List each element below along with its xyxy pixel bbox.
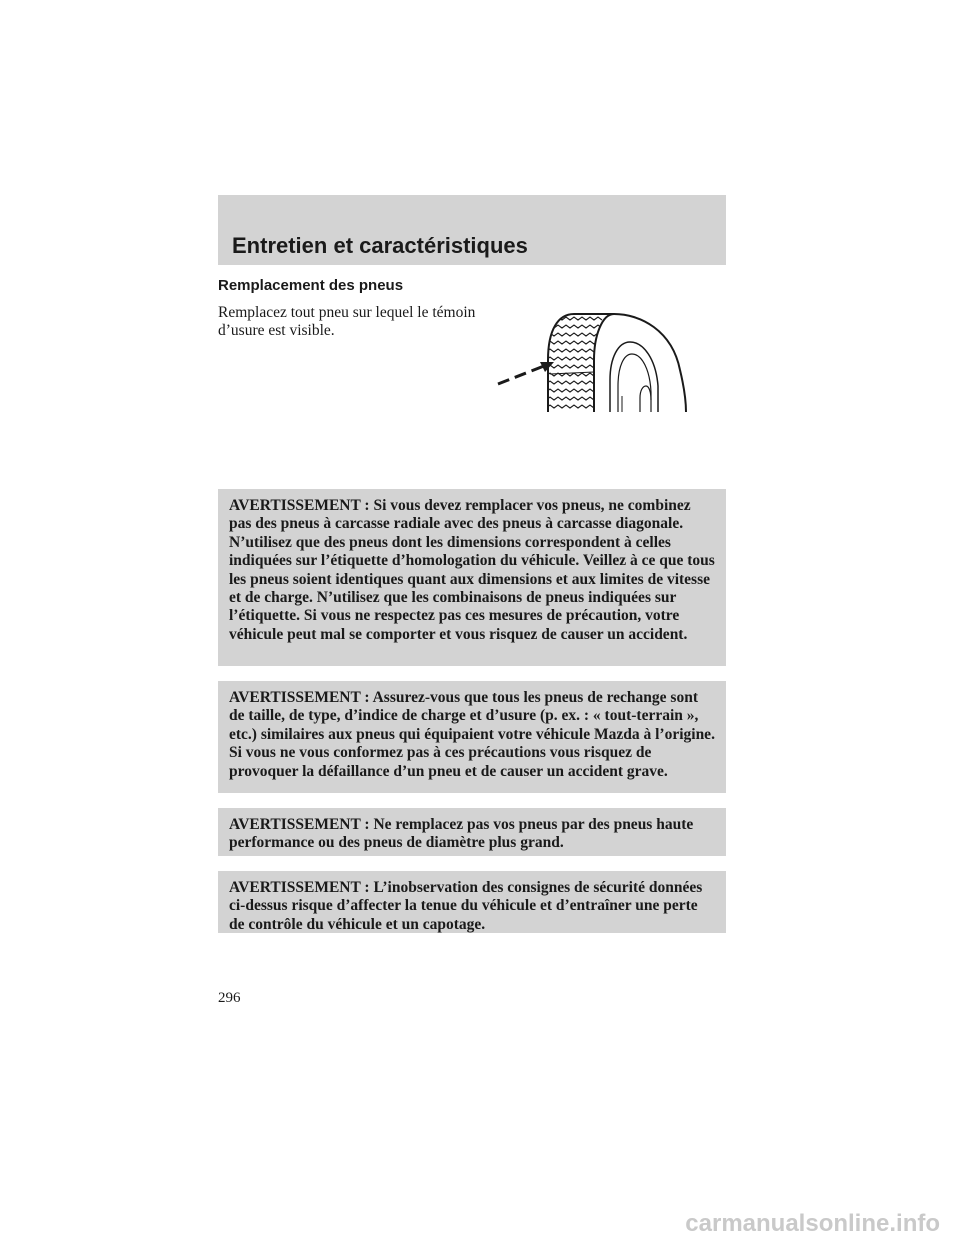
page-number: 296 [218, 990, 241, 1006]
warning-text: AVERTISSEMENT : Assurez-vous que tous les pneus de rechange sont de taille, de type, d’indice de charge et d’usure (p. ex. : « tout-terrain », etc.) similaires aux pneus qui équipaient votre véhicule Mazda à l’origine. Si vous ne vous conformez pas à ces précautions vous risquez de provoquer la défaillance d’un pneu et de causer un accident grave. [229, 689, 715, 780]
warning-box [218, 681, 726, 793]
tire-icon [490, 300, 710, 420]
section-heading: Remplacement des pneus [218, 277, 404, 294]
warning-box [218, 808, 726, 856]
section-body: Remplacez tout pneu sur lequel le témoin d’usure est visible. [218, 304, 476, 339]
warning-text: AVERTISSEMENT : L’inobservation des consignes de sécurité données ci-dessus risque d’affecter la tenue du véhicule et d’entraîner une perte de contrôle du véhicule et un capotage. [229, 879, 703, 933]
page-title: Entretien et caractéristiques [232, 233, 528, 258]
warning-box [218, 489, 726, 666]
watermark: carmanualsonline.info [685, 1210, 940, 1237]
warning-text: AVERTISSEMENT : Si vous devez remplacer vos pneus, ne combinez pas des pneus à carcasse radiale avec des pneus à carcasse diagonale. N’utilisez que des pneus dont les dimensions correspondent à celles indiquées sur l’étiquette d’homologation du véhicule. Veillez à ce que tous les pneus soient identiques quant aux dimensions et aux limites de vitesse et de charge. N’utilisez que les combinaisons de pneus indiquées sur l’étiquette. Si vous ne respectez pas ces mesures de précaution, votre véhicule peut mal se comporter et vous risquez de causer un accident. [229, 497, 715, 643]
warning-box [218, 871, 726, 933]
warning-text: AVERTISSEMENT : Ne remplacez pas vos pneus par des pneus haute performance ou des pneus de diamètre plus grand. [229, 816, 694, 852]
